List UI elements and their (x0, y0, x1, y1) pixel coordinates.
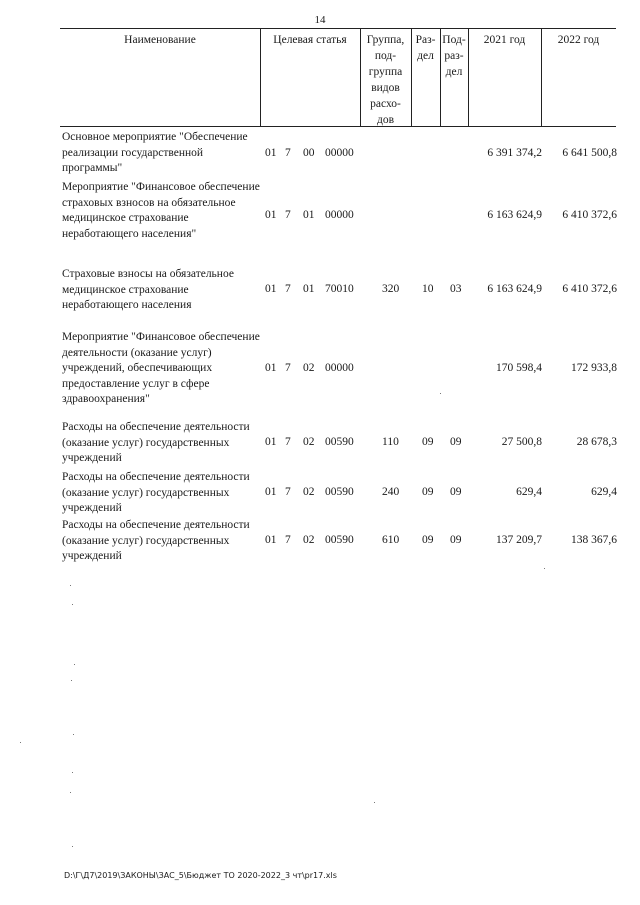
row-name: Мероприятие "Финансовое обеспечение страховых взносов на обязательное медицинское страхование неработающего населения" (62, 181, 260, 240)
scan-speck (74, 664, 75, 665)
value-2021: 629,4 (516, 486, 542, 498)
table-row (0, 518, 640, 568)
target-article-direction: 70010 (325, 283, 354, 295)
subsection-code: 09 (450, 486, 462, 498)
target-article-subprogram: 7 (285, 209, 291, 221)
target-article-program: 01 (265, 436, 277, 448)
value-2022: 28 678,3 (576, 436, 617, 448)
subsection-code: 09 (450, 534, 462, 546)
table-row (0, 180, 640, 260)
header-subsection-line: раз- (444, 50, 464, 62)
scan-speck (70, 792, 71, 793)
target-article-subprogram: 7 (285, 436, 291, 448)
header-section (411, 32, 440, 64)
header-section-line: дел (417, 50, 434, 62)
header-group-line: дов (376, 114, 395, 126)
scan-speck (72, 772, 73, 773)
table-row (0, 420, 640, 470)
scan-speck (440, 393, 441, 394)
value-2022: 629,4 (591, 486, 617, 498)
target-article-event: 00 (303, 147, 315, 159)
header-subsection-line: дел (445, 66, 463, 78)
target-article-direction: 00000 (325, 147, 354, 159)
row-name: Расходы на обеспечение деятельности (оказание услуг) государственных учреждений (62, 519, 250, 562)
value-2022: 172 933,8 (571, 362, 617, 374)
header-subsection (440, 32, 468, 80)
expense-group: 610 (382, 534, 400, 546)
scan-speck (20, 742, 21, 743)
expense-group: 110 (382, 436, 399, 448)
scan-speck (72, 604, 73, 605)
target-article-subprogram: 7 (285, 534, 291, 546)
scan-speck (374, 802, 375, 803)
target-article-program: 01 (265, 362, 277, 374)
target-article-direction: 00000 (325, 209, 354, 221)
subsection-code: 09 (450, 436, 462, 448)
header-year-2022: 2022 год (557, 34, 600, 46)
target-article-direction: 00590 (325, 486, 354, 498)
header-group-line: видов (371, 82, 400, 94)
value-2021: 170 598,4 (496, 362, 542, 374)
target-article-subprogram: 7 (285, 486, 291, 498)
row-name: Мероприятие "Финансовое обеспечение деятельности (оказание услуг) учреждений, обеспечивающих предоставление услуг в сфере здравоохранения" (62, 331, 260, 405)
expense-group: 240 (382, 486, 400, 498)
target-article-subprogram: 7 (285, 362, 291, 374)
scan-speck (70, 585, 71, 586)
header-subsection-line: Под- (442, 34, 466, 46)
target-article-event: 01 (303, 283, 315, 295)
value-2021: 27 500,8 (501, 436, 542, 448)
value-2022: 6 410 372,6 (562, 283, 617, 295)
value-2022: 138 367,6 (571, 534, 617, 546)
table-row (0, 330, 640, 412)
value-2021: 137 209,7 (496, 534, 542, 546)
row-name: Основное мероприятие "Обеспечение реализации государственной программы" (62, 131, 248, 174)
target-article-program: 01 (265, 486, 277, 498)
target-article-direction: 00000 (325, 362, 354, 374)
row-name: Страховые взносы на обязательное медицинское страхование неработающего населения (62, 268, 234, 311)
target-article-program: 01 (265, 147, 277, 159)
target-article-program: 01 (265, 534, 277, 546)
header-bottom-border (60, 126, 616, 127)
header-year-2021: 2021 год (483, 34, 526, 46)
target-article-program: 01 (265, 283, 277, 295)
value-2021: 6 163 624,9 (487, 209, 542, 221)
expense-group: 320 (382, 283, 400, 295)
target-article-direction: 00590 (325, 534, 354, 546)
header-top-border (60, 28, 616, 29)
target-article-event: 01 (303, 209, 315, 221)
section-code: 09 (422, 486, 434, 498)
row-name: Расходы на обеспечение деятельности (оказание услуг) государственных учреждений (62, 471, 250, 514)
subsection-code: 03 (450, 283, 462, 295)
header-group-line: группа (368, 66, 403, 78)
table-row (0, 267, 640, 317)
target-article-subprogram: 7 (285, 283, 291, 295)
target-article-subprogram: 7 (285, 147, 291, 159)
target-article-program: 01 (265, 209, 277, 221)
page-number: 14 (314, 14, 326, 26)
section-code: 09 (422, 436, 434, 448)
target-article-direction: 00590 (325, 436, 354, 448)
row-name: Расходы на обеспечение деятельности (оказание услуг) государственных учреждений (62, 421, 250, 464)
header-group-line: под- (374, 50, 397, 62)
section-code: 09 (422, 534, 434, 546)
scan-speck (72, 846, 73, 847)
header-target-article: Целевая статья (273, 34, 347, 46)
target-article-event: 02 (303, 362, 315, 374)
value-2022: 6 641 500,8 (562, 147, 617, 159)
header-name: Наименование (124, 34, 196, 46)
scan-speck (73, 734, 74, 735)
section-code: 10 (422, 283, 434, 295)
value-2021: 6 391 374,2 (487, 147, 542, 159)
value-2022: 6 410 372,6 (562, 209, 617, 221)
header-section-line: Раз- (415, 34, 436, 46)
scan-speck (544, 568, 545, 569)
table-row (0, 470, 640, 518)
value-2021: 6 163 624,9 (487, 283, 542, 295)
target-article-event: 02 (303, 534, 315, 546)
header-group-line: Группа, (366, 34, 405, 46)
scan-speck (71, 680, 72, 681)
target-article-event: 02 (303, 436, 315, 448)
target-article-event: 02 (303, 486, 315, 498)
header-group (360, 32, 411, 128)
header-group-line: расхо- (370, 98, 401, 110)
table-row (0, 130, 640, 180)
footer-file-path: D:\Г\Д7\2019\ЗАКОНЫ\ЗАС_5\Бюджет ТО 2020-2022_3 чт\pr17.xls (64, 871, 337, 880)
